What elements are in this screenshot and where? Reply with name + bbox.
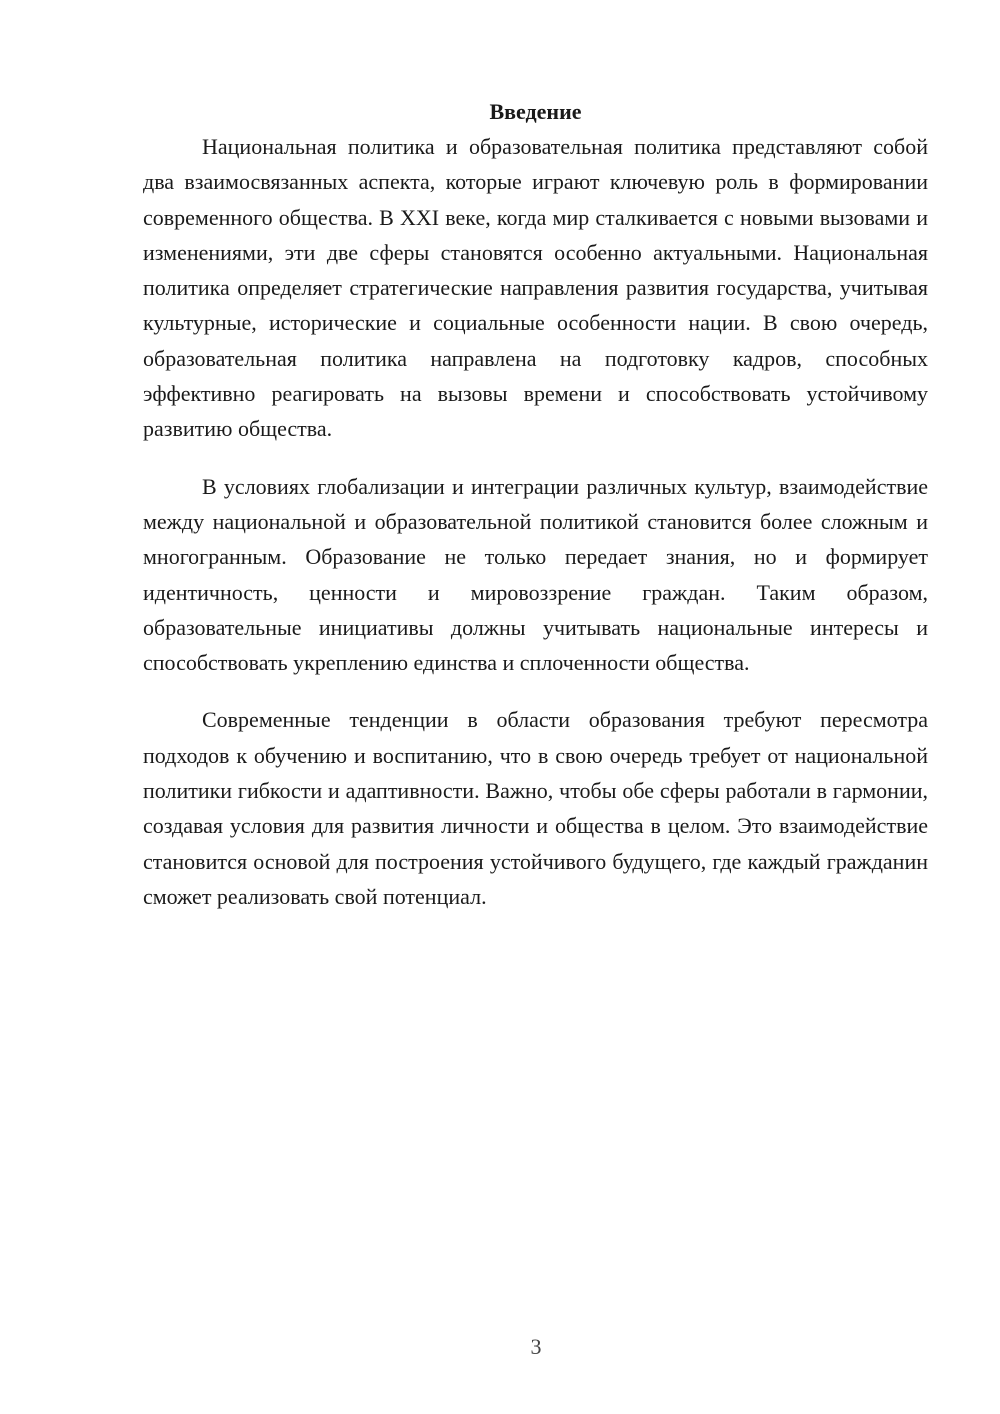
paragraph-1: Национальная политика и образовательная политика представляют собой два взаимосвязанных аспекта, которые играют ключевую роль в формировании современного общества. В XXI веке, когда мир сталкивается с новыми вызовами и изменениями, эти две сферы становятся особенно актуальными. Национальная политика определяет стратегические направления развития государства, учитывая культурные, исторические и социальные особенности нации. В свою очередь, образовательная политика направлена на подготовку кадров, способных эффективно реагировать на вызовы времени и способствовать устойчивому развитию общества. [143, 134, 928, 442]
document-body [143, 94, 928, 914]
page-number: 3 [530, 1334, 542, 1359]
paragraph-2: В условиях глобализации и интеграции различных культур, взаимодействие между национальной и образовательной политикой становится более сложным и многогранным. Образование не только передает знания, но и формирует идентичность, ценности и мировоззрение граждан. Таким образом, образовательные инициативы должны учитывать национальные интересы и способствовать укреплению единства и сплоченности общества. [143, 473, 928, 676]
section-title: Введение [489, 99, 582, 124]
paragraph-3: Современные тенденции в области образования требуют пересмотра подходов к обучению и воспитанию, что в свою очередь требует от национальной политики гибкости и адаптивности. Важно, чтобы обе сферы работали в гармонии, создавая условия для развития личности и общества в целом. Это взаимодействие становится основой для построения устойчивого будущего, где каждый гражданин сможет реализовать свой потенциал. [143, 707, 928, 909]
